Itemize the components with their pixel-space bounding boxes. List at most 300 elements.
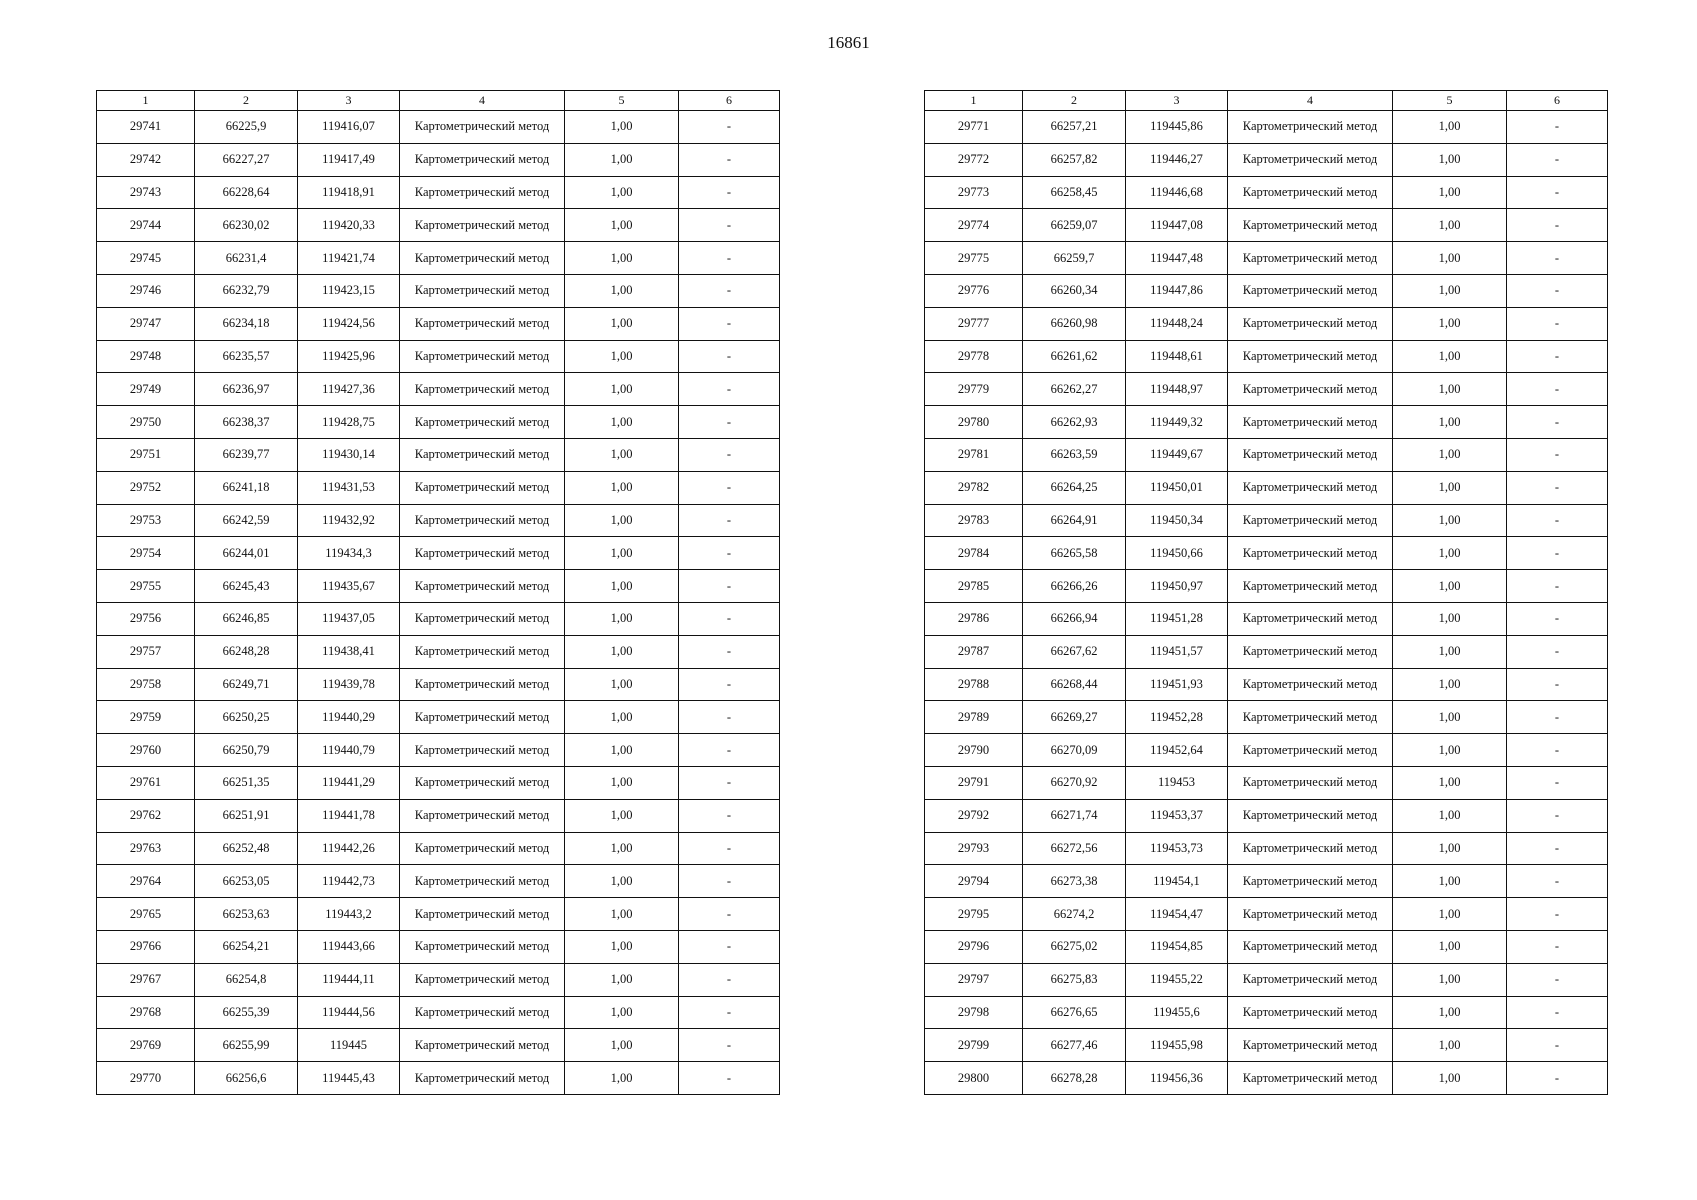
table-cell: 29743: [97, 176, 195, 209]
table-cell: Картометрический метод: [400, 734, 565, 767]
table-cell: 29759: [97, 701, 195, 734]
table-cell: Картометрический метод: [400, 996, 565, 1029]
table-cell: -: [679, 143, 780, 176]
table-row: [925, 176, 1608, 209]
table-cell: Картометрический метод: [1228, 996, 1393, 1029]
page-number: 16861: [827, 33, 870, 52]
table-cell: 66265,58: [1023, 537, 1126, 570]
table-cell: 29793: [925, 832, 1023, 865]
table-row: [97, 1029, 780, 1062]
table-cell: -: [679, 406, 780, 439]
table-cell: 119454,47: [1126, 898, 1228, 931]
table-cell: -: [679, 930, 780, 963]
table-row: [97, 111, 780, 144]
table-cell: 29774: [925, 209, 1023, 242]
table-cell: 1,00: [1393, 307, 1507, 340]
table-cell: 1,00: [1393, 504, 1507, 537]
table-cell: 66245,43: [195, 570, 298, 603]
table-cell: Картометрический метод: [1228, 504, 1393, 537]
table-cell: 66232,79: [195, 274, 298, 307]
table-cell: 66253,05: [195, 865, 298, 898]
table-cell: -: [1507, 209, 1608, 242]
table-cell: Картометрический метод: [1228, 832, 1393, 865]
table-cell: 29770: [97, 1062, 195, 1095]
table-cell: 66249,71: [195, 668, 298, 701]
table-cell: 66250,79: [195, 734, 298, 767]
table-row: [97, 832, 780, 865]
table-cell: 119451,93: [1126, 668, 1228, 701]
table-cell: 119424,56: [298, 307, 400, 340]
table-cell: Картометрический метод: [1228, 537, 1393, 570]
table-cell: 29741: [97, 111, 195, 144]
table-cell: 66261,62: [1023, 340, 1126, 373]
table-cell: 119435,67: [298, 570, 400, 603]
table-row: [925, 307, 1608, 340]
column-header: 5: [1393, 91, 1507, 111]
table-cell: -: [679, 668, 780, 701]
table-cell: 119442,26: [298, 832, 400, 865]
table-cell: 66253,63: [195, 898, 298, 931]
table-cell: Картометрический метод: [400, 504, 565, 537]
table-cell: 29799: [925, 1029, 1023, 1062]
table-cell: 66267,62: [1023, 635, 1126, 668]
table-row: [97, 242, 780, 275]
table-cell: -: [679, 570, 780, 603]
table-row: [97, 537, 780, 570]
table-cell: 119416,07: [298, 111, 400, 144]
table-cell: Картометрический метод: [1228, 602, 1393, 635]
table-cell: -: [1507, 176, 1608, 209]
table-cell: -: [679, 111, 780, 144]
table-cell: 66252,48: [195, 832, 298, 865]
table-cell: -: [679, 504, 780, 537]
table-cell: 119454,1: [1126, 865, 1228, 898]
table-cell: 29750: [97, 406, 195, 439]
table-cell: 1,00: [1393, 176, 1507, 209]
table-row: [925, 537, 1608, 570]
table-cell: 29794: [925, 865, 1023, 898]
table-cell: 119455,22: [1126, 963, 1228, 996]
table-cell: 1,00: [565, 963, 679, 996]
table-cell: 119430,14: [298, 438, 400, 471]
table-cell: 29785: [925, 570, 1023, 603]
table-cell: 1,00: [1393, 865, 1507, 898]
table-cell: -: [679, 766, 780, 799]
table-cell: 1,00: [565, 471, 679, 504]
table-row: [925, 832, 1608, 865]
table-cell: -: [1507, 373, 1608, 406]
table-cell: 1,00: [565, 799, 679, 832]
table-cell: 29780: [925, 406, 1023, 439]
table-cell: 66231,4: [195, 242, 298, 275]
table-cell: 119441,29: [298, 766, 400, 799]
table-cell: 66271,74: [1023, 799, 1126, 832]
table-cell: 29745: [97, 242, 195, 275]
table-cell: 1,00: [565, 307, 679, 340]
table-cell: 1,00: [565, 668, 679, 701]
table-cell: 119445,86: [1126, 111, 1228, 144]
table-row: [925, 373, 1608, 406]
table-cell: 66236,97: [195, 373, 298, 406]
table-cell: 66248,28: [195, 635, 298, 668]
table-row: [925, 602, 1608, 635]
table-cell: 29787: [925, 635, 1023, 668]
table-cell: 29744: [97, 209, 195, 242]
table-cell: 1,00: [1393, 373, 1507, 406]
table-cell: 1,00: [1393, 602, 1507, 635]
table-cell: 1,00: [1393, 930, 1507, 963]
table-row: [925, 930, 1608, 963]
table-cell: Картометрический метод: [400, 1062, 565, 1095]
table-row: [97, 602, 780, 635]
table-cell: 1,00: [1393, 274, 1507, 307]
table-cell: 1,00: [565, 143, 679, 176]
table-cell: 66278,28: [1023, 1062, 1126, 1095]
table-row: [925, 274, 1608, 307]
table-cell: 29742: [97, 143, 195, 176]
table-cell: Картометрический метод: [1228, 766, 1393, 799]
table-cell: 29764: [97, 865, 195, 898]
table-cell: -: [679, 734, 780, 767]
table-cell: 119438,41: [298, 635, 400, 668]
table-cell: -: [679, 274, 780, 307]
table-cell: -: [1507, 406, 1608, 439]
column-header: 4: [1228, 91, 1393, 111]
table-cell: -: [1507, 471, 1608, 504]
table-cell: -: [1507, 340, 1608, 373]
table-cell: 119455,98: [1126, 1029, 1228, 1062]
table-cell: 119428,75: [298, 406, 400, 439]
table-cell: 29761: [97, 766, 195, 799]
table-cell: 1,00: [565, 570, 679, 603]
table-cell: 29760: [97, 734, 195, 767]
table-cell: 29778: [925, 340, 1023, 373]
table-row: [925, 898, 1608, 931]
table-cell: 29790: [925, 734, 1023, 767]
table-cell: 119452,64: [1126, 734, 1228, 767]
table-body: [97, 111, 780, 1095]
table-cell: 1,00: [1393, 963, 1507, 996]
table-cell: 119437,05: [298, 602, 400, 635]
table-cell: -: [1507, 570, 1608, 603]
table-cell: 1,00: [565, 635, 679, 668]
table-cell: -: [679, 438, 780, 471]
table-cell: -: [679, 176, 780, 209]
table-row: [97, 766, 780, 799]
table-row: [97, 209, 780, 242]
table-cell: 119418,91: [298, 176, 400, 209]
table-cell: 29752: [97, 471, 195, 504]
table-cell: 29772: [925, 143, 1023, 176]
table-row: [925, 996, 1608, 1029]
table-cell: Картометрический метод: [400, 963, 565, 996]
table-cell: 119450,97: [1126, 570, 1228, 603]
table-cell: 66230,02: [195, 209, 298, 242]
table-cell: 1,00: [565, 701, 679, 734]
table-cell: 119417,49: [298, 143, 400, 176]
table-cell: 29789: [925, 701, 1023, 734]
table-row: [97, 471, 780, 504]
table-cell: Картометрический метод: [1228, 406, 1393, 439]
table-cell: -: [1507, 111, 1608, 144]
table-cell: 119444,56: [298, 996, 400, 1029]
table-cell: -: [679, 898, 780, 931]
table-cell: Картометрический метод: [1228, 111, 1393, 144]
table-cell: 66274,2: [1023, 898, 1126, 931]
table-cell: 1,00: [1393, 242, 1507, 275]
table-cell: 119425,96: [298, 340, 400, 373]
table-cell: 1,00: [1393, 471, 1507, 504]
table-cell: 119453,37: [1126, 799, 1228, 832]
coordinates-table-left: [96, 90, 780, 1095]
table-cell: -: [1507, 930, 1608, 963]
table-cell: 119453: [1126, 766, 1228, 799]
table-cell: 29797: [925, 963, 1023, 996]
table-row: [925, 570, 1608, 603]
table-cell: 1,00: [565, 898, 679, 931]
table-cell: 119447,48: [1126, 242, 1228, 275]
table-row: [925, 143, 1608, 176]
table-cell: 66235,57: [195, 340, 298, 373]
table-cell: Картометрический метод: [1228, 1062, 1393, 1095]
table-cell: Картометрический метод: [400, 274, 565, 307]
table-cell: 119434,3: [298, 537, 400, 570]
table-cell: 29768: [97, 996, 195, 1029]
table-row: [97, 1062, 780, 1095]
table-cell: 29779: [925, 373, 1023, 406]
table-cell: 1,00: [1393, 734, 1507, 767]
table-cell: -: [1507, 143, 1608, 176]
table-cell: 1,00: [1393, 406, 1507, 439]
table-cell: 1,00: [1393, 668, 1507, 701]
table-cell: -: [679, 635, 780, 668]
table-cell: Картометрический метод: [1228, 898, 1393, 931]
table-cell: Картометрический метод: [400, 635, 565, 668]
table-cell: 29776: [925, 274, 1023, 307]
table-cell: Картометрический метод: [1228, 799, 1393, 832]
table-cell: Картометрический метод: [1228, 734, 1393, 767]
table-cell: 119445,43: [298, 1062, 400, 1095]
table-cell: 29756: [97, 602, 195, 635]
table-cell: Картометрический метод: [400, 1029, 565, 1062]
table-header-row: [97, 91, 780, 111]
table-cell: Картометрический метод: [400, 471, 565, 504]
table-cell: 66264,91: [1023, 504, 1126, 537]
table-row: [97, 406, 780, 439]
table-header-row: [925, 91, 1608, 111]
table-cell: 29751: [97, 438, 195, 471]
table-row: [925, 865, 1608, 898]
column-header: 3: [298, 91, 400, 111]
table-cell: Картометрический метод: [1228, 963, 1393, 996]
table-cell: 29798: [925, 996, 1023, 1029]
table-cell: 66257,82: [1023, 143, 1126, 176]
table-cell: Картометрический метод: [400, 176, 565, 209]
table-cell: 119454,85: [1126, 930, 1228, 963]
table-cell: -: [1507, 832, 1608, 865]
table-row: [97, 274, 780, 307]
table-cell: Картометрический метод: [400, 406, 565, 439]
table-cell: Картометрический метод: [1228, 865, 1393, 898]
table-cell: 29755: [97, 570, 195, 603]
table-cell: -: [679, 602, 780, 635]
table-cell: 119441,78: [298, 799, 400, 832]
table-row: [97, 898, 780, 931]
table-row: [925, 734, 1608, 767]
table-cell: -: [1507, 274, 1608, 307]
table-cell: 29746: [97, 274, 195, 307]
table-cell: 66259,07: [1023, 209, 1126, 242]
table-cell: 119455,6: [1126, 996, 1228, 1029]
table-row: [925, 471, 1608, 504]
table-row: [925, 799, 1608, 832]
table-cell: 66275,83: [1023, 963, 1126, 996]
column-header: 4: [400, 91, 565, 111]
table-cell: 66251,91: [195, 799, 298, 832]
table-cell: 29753: [97, 504, 195, 537]
table-cell: 119451,57: [1126, 635, 1228, 668]
table-cell: 119420,33: [298, 209, 400, 242]
table-body: [925, 111, 1608, 1095]
table-cell: Картометрический метод: [400, 930, 565, 963]
table-cell: 1,00: [565, 504, 679, 537]
table-cell: Картометрический метод: [1228, 307, 1393, 340]
table-cell: Картометрический метод: [400, 373, 565, 406]
table-cell: Картометрический метод: [400, 340, 565, 373]
table-cell: 66262,93: [1023, 406, 1126, 439]
table-cell: -: [679, 242, 780, 275]
column-header: 1: [97, 91, 195, 111]
table-cell: 66257,21: [1023, 111, 1126, 144]
table-cell: -: [1507, 635, 1608, 668]
table-cell: 29791: [925, 766, 1023, 799]
table-cell: Картометрический метод: [1228, 635, 1393, 668]
table-cell: -: [1507, 242, 1608, 275]
table-cell: 1,00: [565, 242, 679, 275]
table-cell: 66272,56: [1023, 832, 1126, 865]
table-cell: 29762: [97, 799, 195, 832]
table-cell: 119448,24: [1126, 307, 1228, 340]
table-cell: 1,00: [1393, 340, 1507, 373]
coordinates-table-right: [924, 90, 1608, 1095]
table-cell: 119446,68: [1126, 176, 1228, 209]
table-cell: 29766: [97, 930, 195, 963]
table-row: [925, 701, 1608, 734]
table-cell: 66234,18: [195, 307, 298, 340]
table-row: [925, 242, 1608, 275]
table-cell: 29800: [925, 1062, 1023, 1095]
table-cell: 1,00: [1393, 438, 1507, 471]
table-cell: 119443,66: [298, 930, 400, 963]
table-cell: 1,00: [565, 996, 679, 1029]
table-cell: 1,00: [565, 406, 679, 439]
table-cell: 29747: [97, 307, 195, 340]
table-cell: Картометрический метод: [1228, 930, 1393, 963]
table-cell: 1,00: [565, 1062, 679, 1095]
table-cell: 119448,61: [1126, 340, 1228, 373]
table-cell: -: [1507, 865, 1608, 898]
table-row: [97, 865, 780, 898]
table-cell: -: [1507, 1062, 1608, 1095]
table-cell: -: [1507, 307, 1608, 340]
table-cell: 29769: [97, 1029, 195, 1062]
table-cell: 29773: [925, 176, 1023, 209]
table-row: [925, 766, 1608, 799]
table-cell: -: [1507, 996, 1608, 1029]
table-cell: 66263,59: [1023, 438, 1126, 471]
table-cell: 29795: [925, 898, 1023, 931]
table-cell: -: [1507, 537, 1608, 570]
table-cell: -: [1507, 766, 1608, 799]
table-cell: -: [679, 865, 780, 898]
table-cell: 66255,99: [195, 1029, 298, 1062]
table-cell: Картометрический метод: [400, 242, 565, 275]
table-cell: 1,00: [565, 930, 679, 963]
table-cell: 1,00: [565, 340, 679, 373]
table-cell: 1,00: [1393, 766, 1507, 799]
table-cell: 66270,92: [1023, 766, 1126, 799]
table-cell: 1,00: [1393, 898, 1507, 931]
table-row: [925, 111, 1608, 144]
table-cell: 66262,27: [1023, 373, 1126, 406]
table-cell: 119427,36: [298, 373, 400, 406]
table-cell: 66250,25: [195, 701, 298, 734]
table-cell: 29781: [925, 438, 1023, 471]
table-cell: 66275,02: [1023, 930, 1126, 963]
table-cell: -: [1507, 668, 1608, 701]
table-cell: -: [679, 1029, 780, 1062]
table-cell: -: [679, 832, 780, 865]
table-cell: -: [1507, 438, 1608, 471]
table-cell: 29771: [925, 111, 1023, 144]
table-cell: -: [1507, 602, 1608, 635]
table-cell: Картометрический метод: [1228, 209, 1393, 242]
table-cell: 66255,39: [195, 996, 298, 1029]
table-cell: Картометрический метод: [400, 701, 565, 734]
table-cell: 29767: [97, 963, 195, 996]
table-cell: 1,00: [565, 832, 679, 865]
table-cell: Картометрический метод: [1228, 471, 1393, 504]
table-row: [925, 340, 1608, 373]
table-cell: -: [679, 701, 780, 734]
table-cell: 119450,66: [1126, 537, 1228, 570]
table-cell: 29749: [97, 373, 195, 406]
table-cell: 66260,34: [1023, 274, 1126, 307]
table-cell: 66256,6: [195, 1062, 298, 1095]
table-row: [97, 307, 780, 340]
column-header: 1: [925, 91, 1023, 111]
table-cell: 66270,09: [1023, 734, 1126, 767]
table-cell: 1,00: [1393, 209, 1507, 242]
table-cell: 29775: [925, 242, 1023, 275]
table-cell: 119446,27: [1126, 143, 1228, 176]
table-cell: 1,00: [565, 734, 679, 767]
table-cell: 1,00: [1393, 701, 1507, 734]
table-cell: 66258,45: [1023, 176, 1126, 209]
table-cell: Картометрический метод: [400, 438, 565, 471]
table-cell: 1,00: [1393, 1029, 1507, 1062]
table-cell: 1,00: [1393, 1062, 1507, 1095]
table-row: [97, 570, 780, 603]
table-cell: Картометрический метод: [400, 111, 565, 144]
table-row: [925, 635, 1608, 668]
table-cell: 29784: [925, 537, 1023, 570]
table-cell: -: [679, 537, 780, 570]
table-cell: 1,00: [565, 537, 679, 570]
table-cell: 66254,21: [195, 930, 298, 963]
table-row: [97, 668, 780, 701]
table-cell: Картометрический метод: [1228, 438, 1393, 471]
